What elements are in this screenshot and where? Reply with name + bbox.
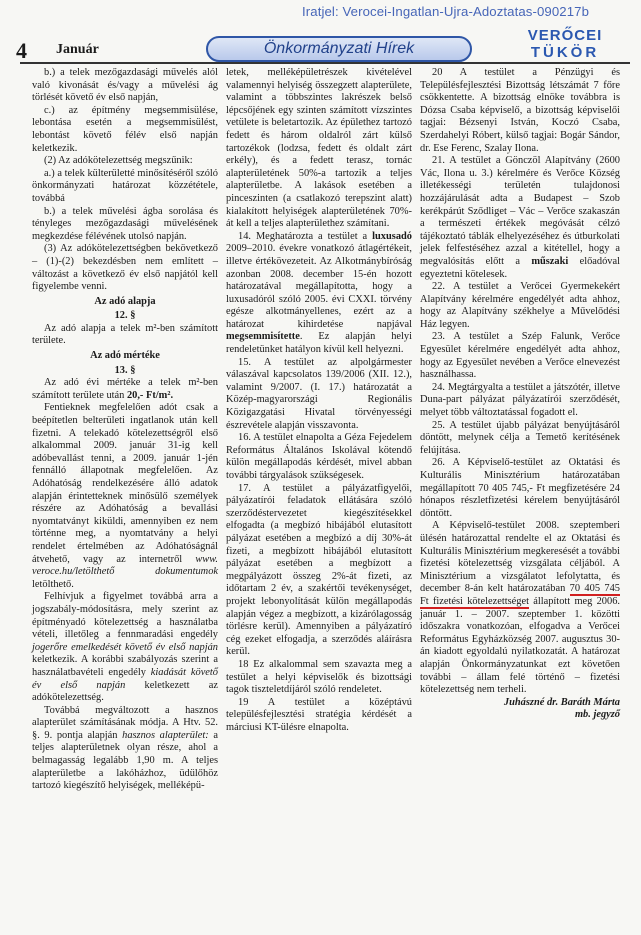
page-header	[0, 24, 641, 64]
paragraph: Az adó alapja a telek m²-ben számított területe.	[32, 322, 218, 347]
paragraph: Felhívjuk a figyelmet továbbá arra a jogszabály-módosításra, mely szerint az építményadó kötelezettség a használatba vételi, illetőleg a fennmaradási engedély jogerőre emelkedését követő év első napján keletkezik. A korábbi szabályozás szerint a használatbavételi engedély kiadását követő év első napján keletkezett az adókötelezettség.	[32, 591, 218, 704]
paragraph: 19 A testület a középtávú településfejlesztési stratégia kérdését a márciusi KT-ülésre elnapolta.	[226, 696, 412, 733]
section-number: 13. §	[114, 364, 136, 376]
paragraph: 22. A testület a Verőcei Gyermekekért Alapítvány kérelmére engedélyét adta ahhoz, hogy az Alapítvány székhelye a Művelődési Ház legyen.	[420, 281, 620, 330]
paragraph: A Képviselő-testület 2008. szeptemberi ülésén határozattal rendelte el az Oktatási és Kulturális Minisztérium megkeresését a további fizetési kötelezettség vizsgálata céljából. A Minisztérium a vizsgálatot lefolytatta, és december 8-án kelt határozatában 70 405 745 Ft fizetési kötelezettséget állapított meg 2006. január 1. – 2007. szeptember 1. közötti időszakra vonatkozóan, elfogadva a Verőcei Református Egyházközség 2007. augusztus 30-án kiadott egyoldalú nyilatkozatát. A határozat alapján Önkormányzatunkat ezt követően további – állam felé történő – fizetési kötelezettség nem terheli.	[420, 520, 620, 696]
section-title: Önkormányzati Hírek	[263, 40, 415, 57]
subheading: Az adó alapja	[94, 295, 156, 307]
paragraph: (3) Az adókötelezettségben bekövetkező – (1)-(2) bekezdésben nem említett – változást a következő év első napjától kell figyelembe venni.	[32, 243, 218, 293]
masthead-line1: VERŐCEI	[527, 27, 603, 44]
paragraph: 14. Meghatározta a testület a luxusadó 2009–2010. évekre vonatkozó átlagértékeit, illetve értékövezeteit. Az Alkotmánybíróság azonban 2008. december 15-én hozott határozatával megállapította, hogy a luxusadóról szóló 2005. évi CXXI. törvény egésze alkotmányellenes, ezért az a határozat kihirdetése napjával megsemmisítette. Ez alapján helyi rendeletünket hatályon kívül kell helyezni.	[226, 230, 412, 356]
page-number: 4	[16, 38, 27, 63]
paragraph: b.) a telek művelési ágba sorolása és tényleges mezőgazdasági művelésének megkezdése félévének utolsó napján.	[32, 205, 218, 242]
paragraph: (2) Az adókötelezettség megszűnik:	[44, 155, 193, 167]
document-id-label: Iratjel: Verocei-Ingatlan-Ujra-Adoztatas-090217b	[302, 4, 590, 19]
paragraph: 26. A Képviselő-testület az Oktatási és Kulturális Minisztérium határozatában megállapított 70 405 745,- Ft megfizetésére 24 hónapos részletfizetési kérelem benyújtásáról döntött.	[420, 457, 620, 519]
paragraph: c.) az építmény megsemmisülése, lebontása esetén a megsemmisülést, lebontást követő félév első napján keletkezik.	[32, 104, 218, 154]
paragraph: 15. A testület az alpolgármester válaszával kapcsolatos 139/2006 (XII. 12.), valamint 9/2007. (I. 17.) határozatát a Közép-magyarországi Regionális Közigazgatási Hivatal törvényességi észrevétele alapján visszavonta.	[226, 356, 412, 431]
text-column-1	[32, 67, 218, 793]
paragraph: 21. A testület a Gönczöl Alapítvány (2600 Vác, Ilona u. 3.) kérelmére és Verőce Község illetékességi területén tulajdonosi hozzájárulását adta a Budapest – Szob kerékpárút Sződliget – Vác – Verőce szakaszán a természeti értékek megóvását célzó tájékoztató táblák elhelyezéséhez és útburkolati jelek felfestéséhez azzal a kitétellel, hogy a megvalósítás előtt a műszaki előadóval egyeztetni kötelesek.	[420, 155, 620, 280]
highlighted-obligation: 70 405 745 Ft fizetési kötelezettséget	[420, 583, 620, 607]
section-number: 12. §	[114, 310, 136, 322]
subheading: Az adó mértéke	[90, 350, 160, 362]
paragraph: b.) a telek mezőgazdasági művelés alól való kivonását és/vagy a művelési ág törlését követő év első napján,	[32, 67, 218, 104]
paragraph: 17. A testület a pályázatfigyelői, pályázatírói feladatok ellátására szóló szerződéstervezetet kiegészítésekkel elfogadta (a megbízó hibájából elutasított pályázat esetében a megbízó a díj 30%-át fizeti, a megbízott hibájából elutasított pályázat esetében a megbízott a megpályázott összeg 2%-át fizeti, az időtartam 2 év, a szakértői tevékenységet, projekt lebonyolítását külön megállapodás alapján végez a megbízott, a kizárólagosság törlésre kerül). Amennyiben a pályázatíró cég ezeket elfogadja, a szerződés aláírásra kerül.	[226, 482, 412, 658]
tax-rate: 20,- Ft/m².	[126, 389, 174, 401]
paragraph: 24. Megtárgyalta a testület a játszótér, illetve Duna-part pályázat pályázatírói szerződését, melyet több változtatással fogadott el.	[420, 381, 620, 419]
download-link-text: www. veroce.hu/letölthető dokumentumok	[32, 553, 218, 578]
text-column-2	[226, 67, 412, 734]
issue-month: Január	[56, 42, 99, 57]
paragraph: letek, melléképületrészek kivételével valamennyi helyiség összegzett alapterülete, valamint a többszintes lakrészek belső lépcsőjének egy szinten számított vízszintes vetülete is beletartozik. Az épülethez tartozó fedett és három oldalról zárt külső tartozékok (lodzsa, fedett és oldalt zárt erkély), és a fedett terasz, tornác alapterületének 50%-a tartozik a teljes alapterületbe. A lakások esetében a pinceszinten (a csatlakozó terepszint alatt) kialakított helyiségek alapterületének 70%-át kell a teljes alapterülethez számítani.	[226, 67, 412, 230]
signature-title: mb. jegyző	[574, 709, 620, 721]
paragraph: Az adó évi mértéke a telek m²-ben számított területe után 20,- Ft/m².	[32, 377, 218, 401]
paragraph: 23. A testület a Szép Falunk, Verőce Egyesület kérelmére engedélyét adta ahhoz, hogy az Egyesület nevében a Verőce elnevezést használhassa.	[420, 331, 620, 381]
section-banner	[206, 36, 472, 62]
paragraph: Fentieknek megfelelően adót csak a beépítetlen belterületi ingatlanok után kell fizetni. A telekadó kötelezettségről első alkalommal 2009. január 31-ig kell adóbevallást tenni, a 2009. január 1-jén fennálló állapotnak megfelelően. Az Adóhatóság rendelkezésére álló adatok alapján érintetteknek minősülő személyek részére az Adóhatóság a bevallási nyomtatványt kiküldi, amennyiben ez nem történne meg, a nyomtatvány a helyi rendelet értelmében az Adóhatóságnál átvehető, vagy az internetről www. veroce.hu/letölthető dokumentumok letölthető.	[32, 402, 218, 590]
paragraph: Továbbá megváltozott a hasznos alapterület számításának módja. A Htv. 52. §. 9. pontja alapján hasznos alapterület: a teljes alapterületnek olyan része, ahol a belmagasság legalább 1,90 m. A teljes alapterületbe a lakóházhoz, üdülőhöz tartozó kiegészítő helyiségek, melléképü-	[32, 704, 218, 792]
paragraph: a.) a telek külterületté minősítéséről szóló önkormányzati határozat közzététele, továbbá	[32, 167, 218, 204]
text-column-3	[420, 67, 620, 722]
header-rule	[20, 62, 630, 64]
paragraph: 20 A testület a Pénzügyi és Településfejlesztési Bizottság létszámát 7 főre csökkentette. A bizottság elnöke továbbra is Dózsa Csaba képviselő, a bizottság képviselői tagjai: Bézsenyi István, Koczó Csaba, Szerdahelyi Róbert, külső tagjai: Bogár Sándor, dr. Ese Ferenc, Szalay Ilona.	[420, 67, 620, 154]
masthead-line2: TÜKÖR	[530, 44, 600, 61]
signature-name: Juhászné dr. Baráth Márta	[503, 696, 620, 708]
paragraph: 16. A testület elnapolta a Géza Fejedelem Református Általános Iskolával kötendő külön megállapodás kérdését, mivel abban további tárgyalások szükségesek.	[226, 432, 412, 481]
paragraph: 25. A testület újabb pályázat benyújtásáról döntött, melynek célja a Temető kerítésének felújítása.	[420, 419, 620, 456]
paragraph: 18 Ez alkalommal sem szavazta meg a testület a helyi képviselők és bizottsági tagok tiszteletdíjáról szóló rendeletet.	[226, 658, 412, 696]
masthead-logo	[500, 28, 630, 60]
